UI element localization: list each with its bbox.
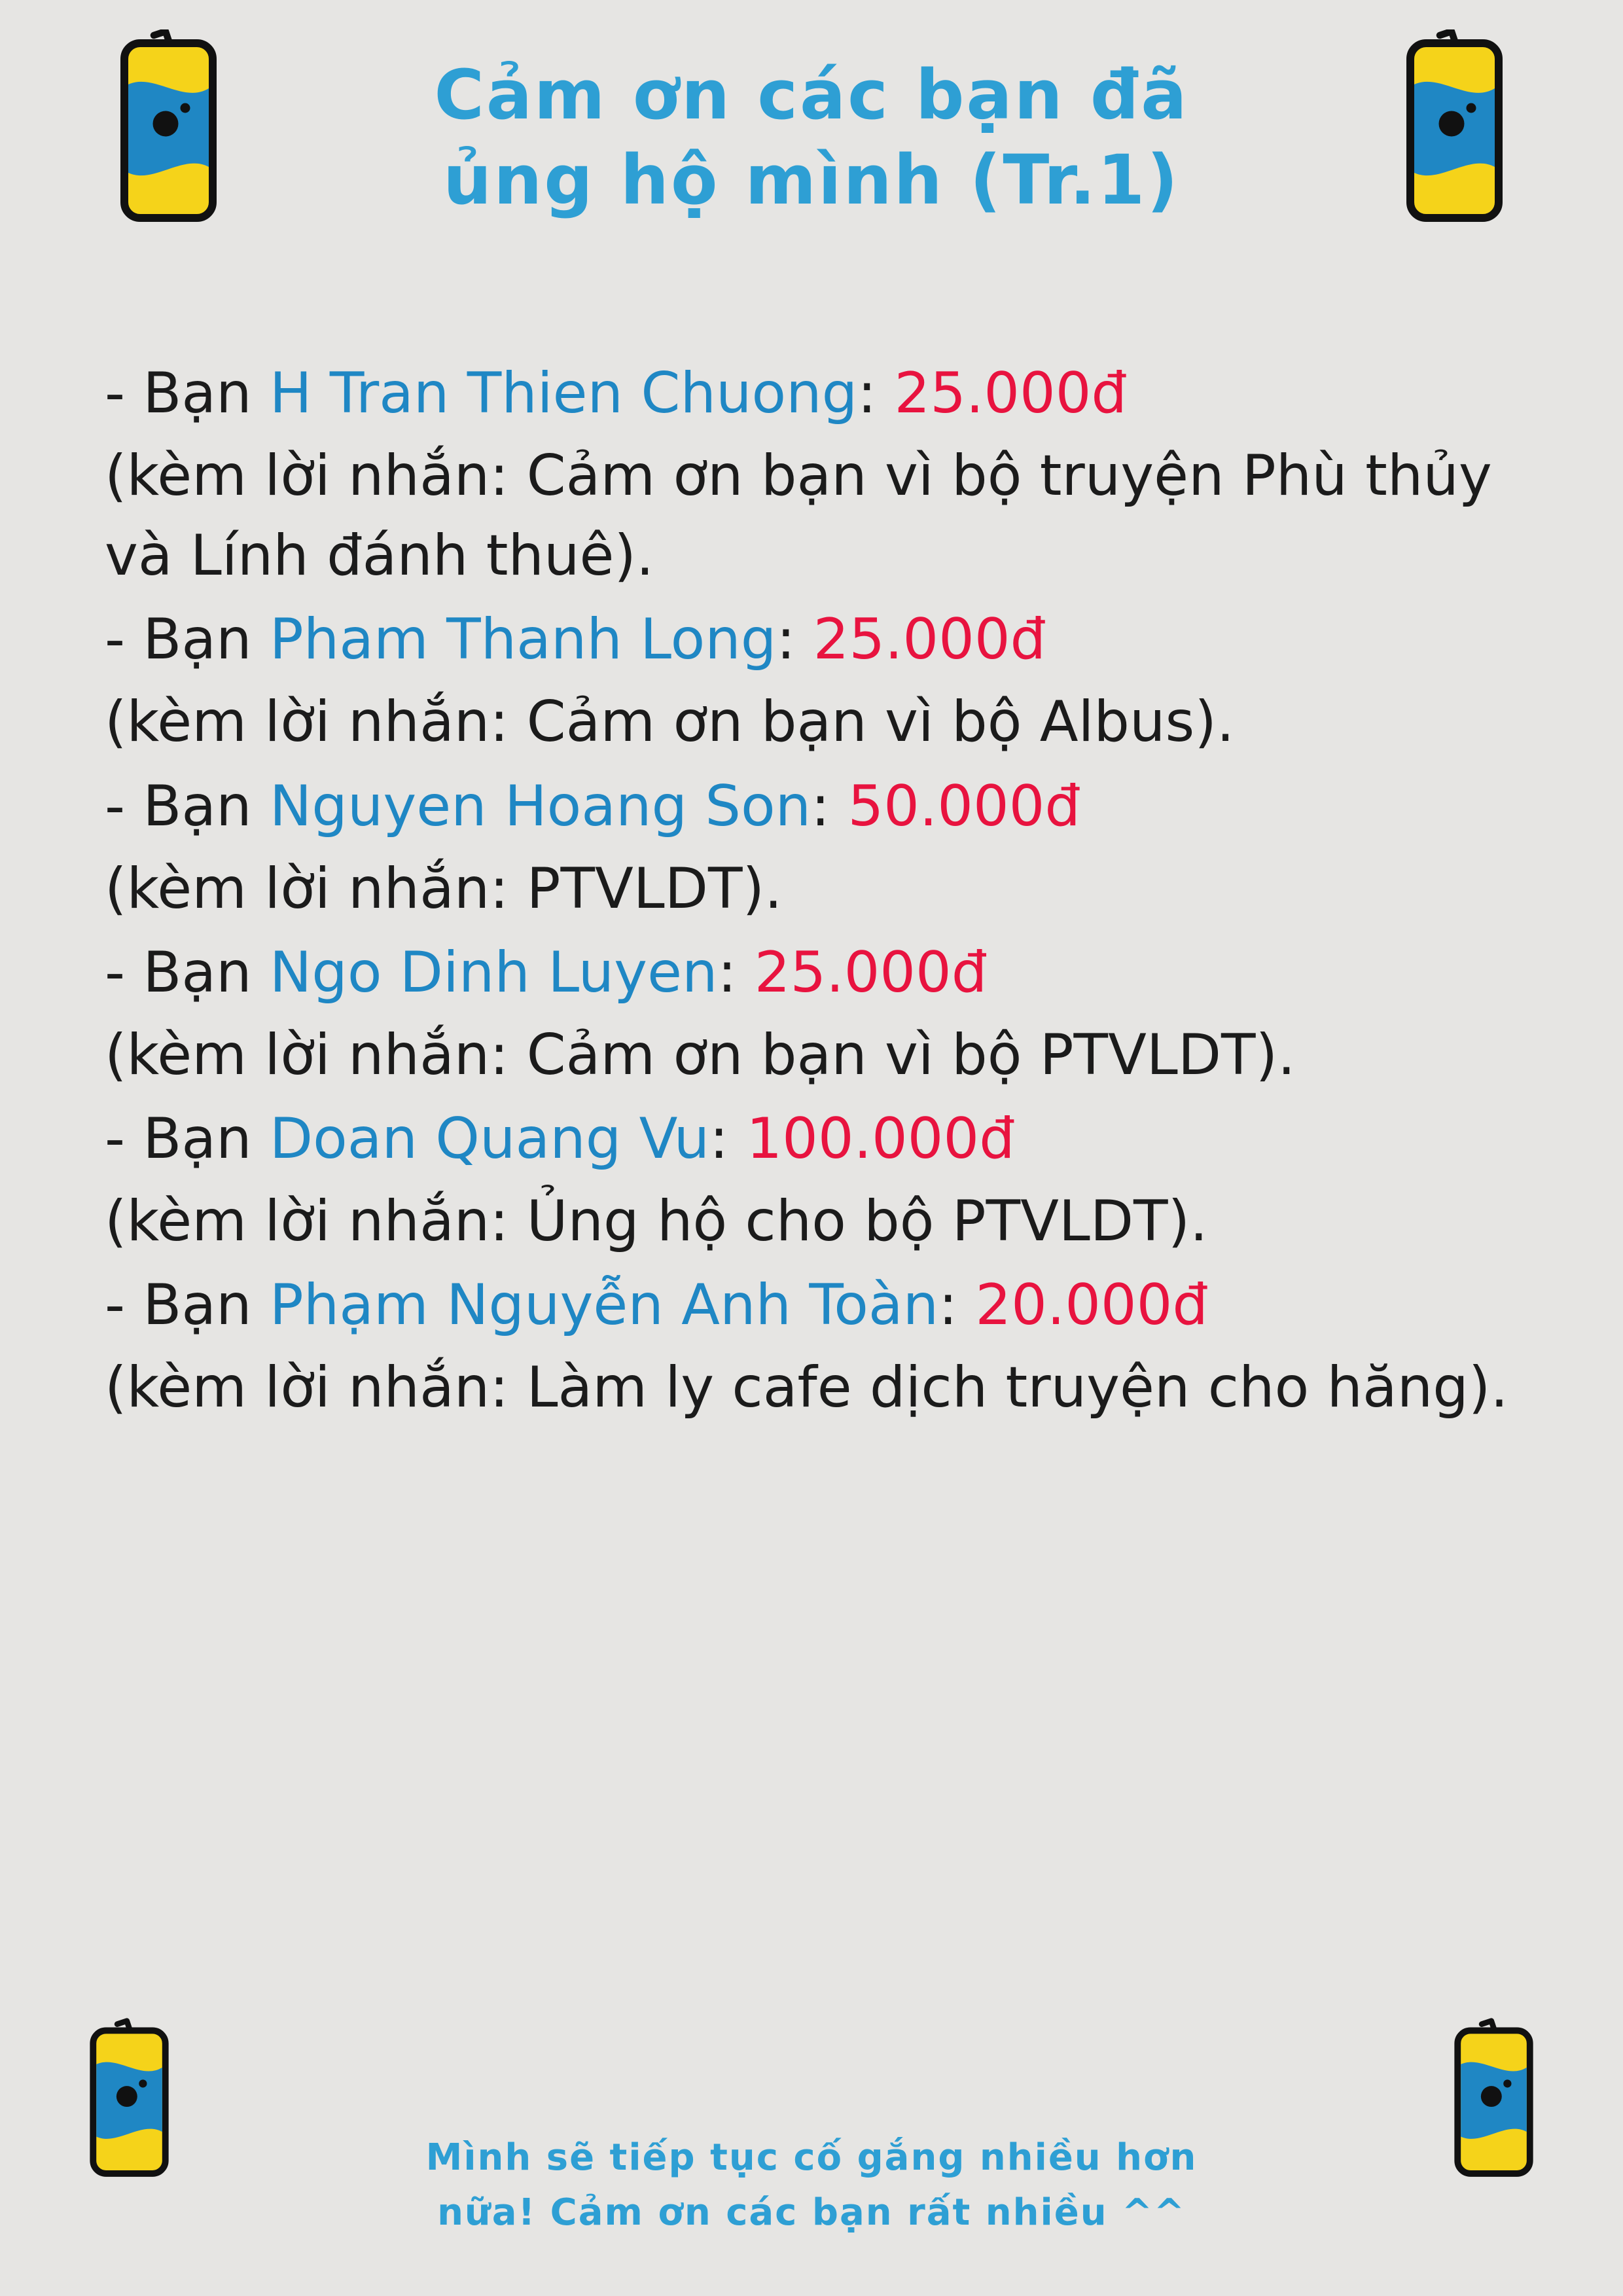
donation-note: (kèm lời nhắn: Làm ly cafe dịch truyện cho hăng).: [105, 1355, 1508, 1421]
donor-line: [105, 600, 1518, 679]
donation-entry: [105, 1265, 1518, 1427]
donation-entry: [105, 1099, 1518, 1261]
donation-note: (kèm lời nhắn: Cảm ơn bạn vì bộ Albus).: [105, 689, 1235, 755]
page-footer: [0, 2130, 1623, 2240]
donation-amount: 50.000đ: [847, 773, 1080, 839]
donor-prefix: - Bạn: [105, 607, 270, 673]
footer-message-line1: Mình sẽ tiếp tục cố gắng nhiều hơn: [425, 2136, 1198, 2179]
donor-line: [105, 1265, 1518, 1345]
donation-note: (kèm lời nhắn: Ủng hộ cho bộ PTVLDT).: [105, 1189, 1208, 1255]
donor-line: [105, 766, 1518, 846]
donor-name: Doan Quang Vu: [269, 1105, 710, 1172]
donor-line: [105, 353, 1518, 433]
donor-separator: :: [811, 773, 848, 839]
donor-line: [105, 933, 1518, 1013]
soda-can-icon: [85, 2018, 173, 2181]
donation-entry: [105, 600, 1518, 762]
donor-separator: :: [717, 939, 755, 1005]
donor-name: H Tran Thien Chuong: [269, 361, 858, 426]
donation-entry: [105, 766, 1518, 929]
footer-message: [426, 2130, 1198, 2240]
soda-can-icon: [1400, 29, 1508, 226]
donor-line: [105, 1099, 1518, 1179]
donor-prefix: - Bạn: [105, 1272, 270, 1338]
donation-list: [0, 275, 1623, 1427]
soda-can-icon: [1450, 2018, 1538, 2181]
donation-note: (kèm lời nhắn: Cảm ơn bạn vì bộ PTVLDT).: [105, 1022, 1296, 1088]
donor-name: Pham Thanh Long: [269, 607, 777, 673]
donation-entry: [105, 353, 1518, 596]
donation-entry: [105, 933, 1518, 1095]
soda-can-icon: [115, 29, 223, 226]
page-title-line1: Cảm ơn các bạn đã: [434, 55, 1189, 135]
donation-note: (kèm lời nhắn: PTVLDT).: [105, 855, 783, 922]
donor-separator: :: [857, 361, 895, 426]
donation-amount: 25.000đ: [754, 939, 988, 1005]
donor-prefix: - Bạn: [105, 939, 270, 1005]
page-title-line2: ủng hộ mình (Tr.1): [443, 140, 1180, 220]
donor-separator: :: [709, 1105, 747, 1172]
footer-message-line2: nữa! Cảm ơn các bạn rất nhiều ^^: [437, 2191, 1186, 2234]
donor-prefix: - Bạn: [105, 1105, 270, 1172]
page-header: [0, 0, 1623, 275]
donor-separator: :: [776, 607, 813, 673]
donation-amount: 20.000đ: [975, 1272, 1208, 1338]
donation-amount: 25.000đ: [813, 607, 1046, 673]
page-title: [435, 52, 1189, 223]
donation-amount: 100.000đ: [746, 1105, 1015, 1172]
donor-name: Phạm Nguyễn Anh Toàn: [269, 1272, 939, 1338]
donor-prefix: - Bạn: [105, 773, 270, 839]
donation-note: (kèm lời nhắn: Cảm ơn bạn vì bộ truyện Phù thủy và Lính đánh thuê).: [105, 443, 1492, 589]
donor-prefix: - Bạn: [105, 361, 270, 426]
donor-name: Ngo Dinh Luyen: [269, 939, 718, 1005]
donation-amount: 25.000đ: [894, 361, 1128, 426]
donor-separator: :: [938, 1272, 976, 1338]
donor-name: Nguyen Hoang Son: [269, 773, 812, 839]
